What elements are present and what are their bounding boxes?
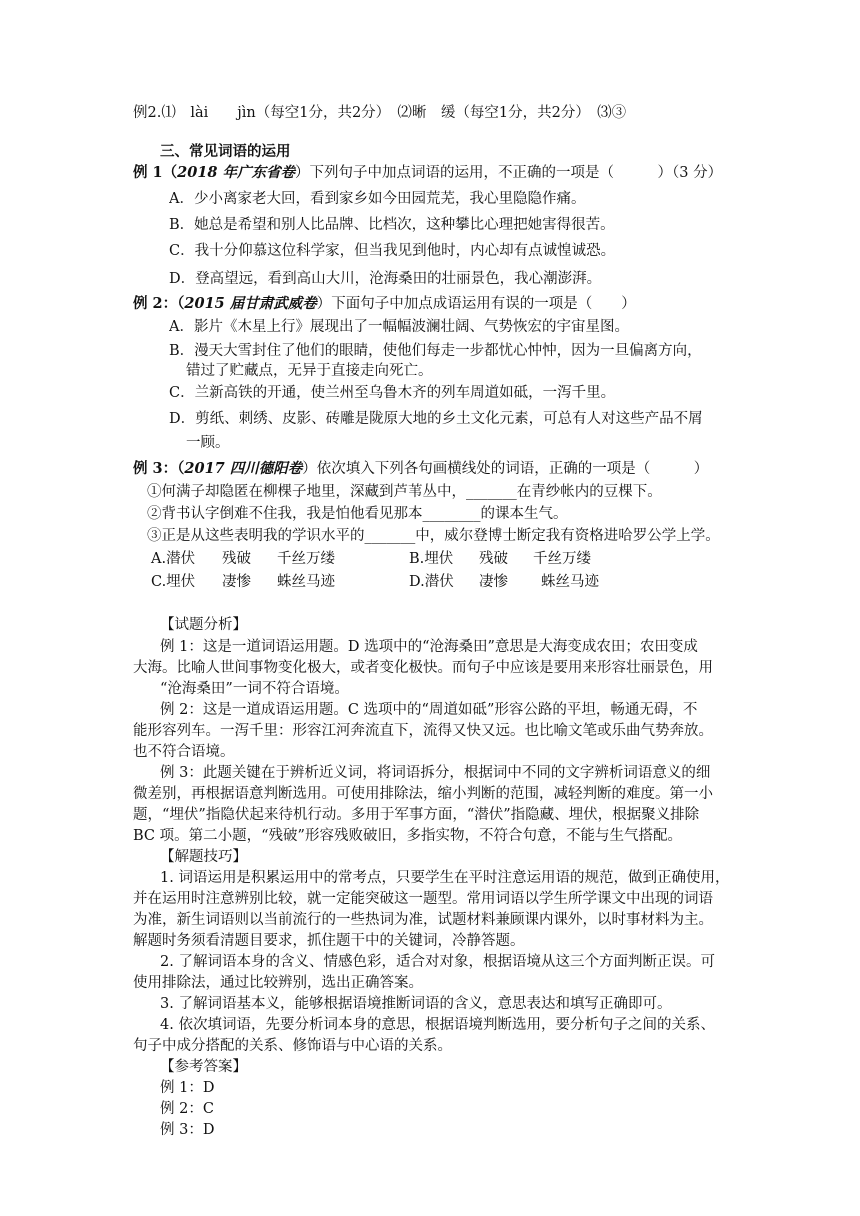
choice-b-word-3: 千丝万缕 [533,551,591,567]
answer-1: 例 1：D [160,1080,215,1096]
section-title: 三、常见词语的运用 [160,143,291,160]
example-2-option-a: A．影片《木星上行》展现出了一幅幅波澜壮阔、气势恢宏的宇宙星图。 [169,319,629,335]
analysis-line: 例 1：这是一道词语运用题。D 选项中的“沧海桑田”意思是大海变成农田；农田变成 [160,639,698,655]
example-1-option-c: C．我十分仰慕这位科学家，但当我见到他时，内心却有点诚惶诚恐。 [169,243,616,259]
choice-c-word-2: 凄惨 [222,574,251,590]
tips-line: 句子中成分搭配的关系、修饰语与中心语的关系。 [133,1038,452,1054]
example-1-label: 例 1（ [133,164,178,181]
tips-title: 【解题技巧】 [160,849,247,865]
example-2-option-d-cont: 一顾。 [186,435,230,451]
choice-d-word-1: D.潜伏 [409,574,454,590]
example-2-heading [133,295,636,313]
example-1-question: ）下列句子中加点词语的运用，不正确的一项是（ ）（3 分） [295,165,723,181]
answer-2: 例 2：C [160,1101,214,1117]
analysis-line: “沧海桑田”一词不符合语境。 [160,681,349,697]
analysis-title: 【试题分析】 [160,617,247,633]
analysis-line: 例 3：此题关键在于辨析近义词，将词语拆分，根据词中不同的文字辨析词语意义的细 [160,765,711,781]
choice-a-word-2: 残破 [222,551,251,567]
example-2-source: 2015 届甘肃武威卷 [184,295,317,312]
example-3-choices-row-2 [0,573,860,593]
example-3-question: ）依次填入下列各句画横线处的词语，正确的一项是（ ） [302,461,709,477]
tips-line: 为准，新生词语则以当前流行的一些热词为准，试题材料兼顾课内课外，以时事材料为主。 [133,912,713,928]
analysis-line: 也不符合语境。 [133,744,235,760]
example-2-question: ）下面句子中加点成语运用有误的一项是（ ） [316,296,636,312]
tips-line: 4. 依次填词语，先要分析词本身的意思，根据语境判断选用，要分析句子之间的关系、 [160,1017,715,1033]
example-2-option-d: D．剪纸、刺绣、皮影、砖雕是陇原大地的乡土文化元素，可总有人对这些产品不屑 [169,411,703,427]
example-2-option-b: B．漫天大雪封住了他们的眼睛，使他们每走一步都忧心忡忡，因为一旦偏离方向， [169,343,702,359]
choice-b-word-1: B.埋伏 [409,551,454,567]
analysis-line: 大海。比喻人世间事物变化极大，或者变化极快。而句子中应该是要用来形容壮丽景色，用 [133,660,713,676]
analysis-line: BC 项。第二小题，“残破”形容残败破旧，多指实物，不符合句意，不能与生气搭配。 [133,828,682,844]
example-3-heading [133,460,708,478]
choice-b-word-2: 残破 [479,551,508,567]
tips-line: 2. 了解词语本身的含义、情感色彩，适合对对象，根据语境从这三个方面判断正误。可 [160,954,715,970]
choice-a-word-3: 千丝万缕 [277,551,335,567]
example-1-source: 2018 年广东省卷 [177,164,296,181]
tips-line: 并在运用时注意辨别比较，就一定能突破这一题型。常用词语以学生所学课文中出现的词语 [133,891,713,907]
answer-3: 例 3：D [160,1122,215,1138]
example-2-option-c: C．兰新高铁的开通，使兰州至乌鲁木齐的列车周道如砥，一泻千里。 [169,385,616,401]
example-3-sentence-3: ③正是从这些表明我的学识水平的_______中，威尔登博士断定我有资格进哈罗公学上学。 [147,528,720,544]
choice-a-word-1: A.潜伏 [151,551,196,567]
choice-d-word-2: 凄惨 [479,574,508,590]
tips-line: 3. 了解词语基本义，能够根据语境推断词语的含义，意思表达和填写正确即可。 [160,996,672,1012]
tips-line: 使用排除法，通过比较辨别，选出正确答案。 [133,975,423,991]
example-1-option-d: D．登高望远，看到高山大川，沧海桑田的壮丽景色，我心潮澎湃。 [169,271,602,287]
example-2-option-b-cont: 错过了贮藏点，无异于直接走向死亡。 [186,363,433,379]
choice-c-word-1: C.埋伏 [151,574,196,590]
choice-c-word-3: 蛛丝马迹 [277,574,335,590]
example-1-option-b: B．她总是希望和别人比品牌、比档次，这种攀比心理把她害得很苦。 [169,217,615,233]
analysis-line: 能形容列车。一泻千里：形容江河奔流直下，流得又快又远。也比喻文笔或乐曲气势奔放。 [133,723,713,739]
example-3-label: 例 3：（ [133,460,185,477]
analysis-line: 微差别，再根据语意判断选用。可使用排除法，缩小判断的范围，减轻判断的难度。第一小 [133,786,713,802]
example-1-option-a: A．少小离家老大回，看到家乡如今田园荒芜，我心里隐隐作痛。 [169,191,586,207]
example-1-heading [133,164,722,182]
example-3-source: 2017 四川德阳卷 [184,460,303,477]
previous-answer-line: 例2.⑴ lài jìn（每空1分，共2分） ⑵晰 缓（每空1分，共2分） ⑶③ [133,105,627,121]
example-2-label: 例 2：（ [133,295,185,312]
tips-line: 1. 词语运用是积累运用中的常考点，只要学生在平时注意运用语的规范，做到正确使用， [160,870,730,886]
analysis-line: 题，“埋伏”指隐伏起来待机行动。多用于军事方面，“潜伏”指隐藏、埋伏，根据聚义排除 [133,807,700,823]
example-3-sentence-1: ①何满子却隐匿在柳棵子地里，深藏到芦苇丛中，_______在青纱帐内的豆棵下。 [147,484,662,500]
example-3-sentence-2: ②背书认字倒难不住我，我是怕他看见那本________的课本生气。 [147,506,568,522]
answer-title: 【参考答案】 [160,1059,247,1075]
analysis-line: 例 2：这是一道成语运用题。C 选项中的“周道如砥”形容公路的平坦，畅通无碍，不 [160,702,698,718]
tips-line: 解题时务须看清题目要求，抓住题干中的关键词，冷静答题。 [133,933,525,949]
example-3-choices-row-1 [0,550,860,570]
choice-d-word-3: 蛛丝马迹 [541,574,599,590]
